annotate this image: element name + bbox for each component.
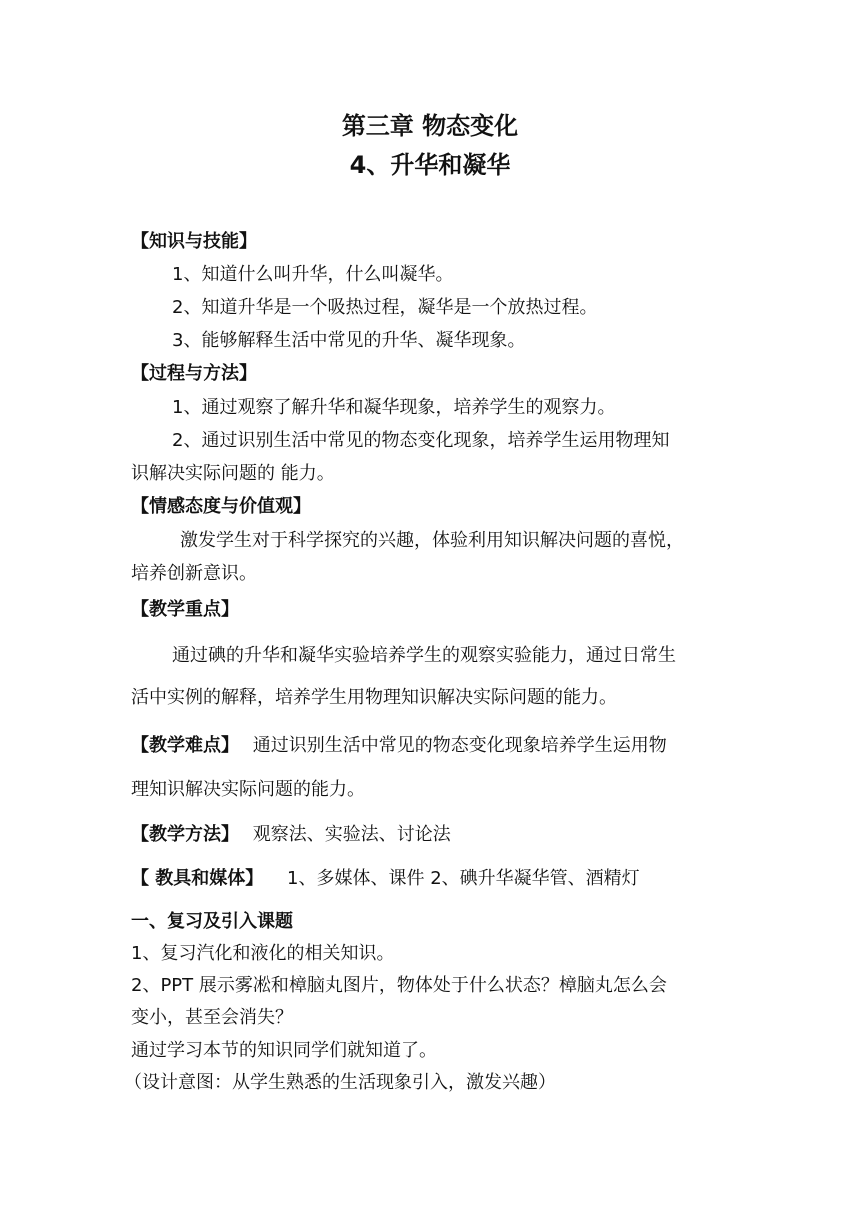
- emotion-values-heading: 【情感态度与价值观】: [131, 496, 311, 517]
- teaching-method-text: 观察法、实验法、讨论法: [252, 824, 451, 845]
- process-item-2-line-2: 识解决实际问题的 能力。: [131, 463, 335, 484]
- emotion-values-line-2: 培养创新意识。: [131, 563, 257, 584]
- teaching-media-text: 1、多媒体、课件 2、碘升华凝华管、酒精灯: [287, 868, 640, 889]
- teaching-focus-heading: 【教学重点】: [131, 599, 239, 620]
- section-one-design-note: （设计意图：从学生熟悉的生活现象引入，激发兴趣）: [124, 1072, 556, 1093]
- process-item-1: 1、通过观察了解升华和凝华现象，培养学生的观察力。: [172, 397, 616, 418]
- section-title: 4、升华和凝华: [349, 151, 511, 179]
- teaching-method-heading: 【教学方法】: [131, 824, 239, 845]
- teaching-difficulty-line-1: [131, 733, 731, 759]
- knowledge-item-2: 2、知道升华是一个吸热过程，凝华是一个放热过程。: [172, 297, 598, 318]
- process-item-2-line-1: 2、通过识别生活中常见的物态变化现象，培养学生运用物理知: [172, 430, 670, 451]
- knowledge-item-3: 3、能够解释生活中常见的升华、凝华现象。: [172, 330, 526, 351]
- teaching-difficulty-heading: 【教学难点】: [131, 735, 239, 756]
- process-method-heading: 【过程与方法】: [131, 363, 257, 384]
- teaching-media-heading: 【 教具和媒体】: [131, 868, 264, 889]
- teaching-media-line: [131, 866, 731, 892]
- teaching-difficulty-text: 通过识别生活中常见的物态变化现象培养学生运用物: [252, 735, 667, 756]
- knowledge-item-1: 1、知道什么叫升华，什么叫凝华。: [172, 264, 454, 285]
- teaching-method-line: [131, 822, 731, 848]
- teaching-focus-line-2: 活中实例的解释，培养学生用物理知识解决实际问题的能力。: [131, 687, 617, 708]
- emotion-values-line-1: 激发学生对于科学探究的兴趣，体验利用知识解决问题的喜悦，: [180, 530, 684, 551]
- section-one-line-3: 通过学习本节的知识同学们就知道了。: [131, 1040, 437, 1061]
- teaching-difficulty-line-2: 理知识解决实际问题的能力。: [131, 779, 365, 800]
- section-one-item-1: 1、复习汽化和液化的相关知识。: [131, 943, 395, 964]
- chapter-title: 第三章 物态变化: [341, 112, 519, 140]
- section-one-item-2-line-2: 变小，甚至会消失？: [131, 1007, 293, 1028]
- teaching-focus-line-1: 通过碘的升华和凝华实验培养学生的观察实验能力，通过日常生: [172, 645, 676, 666]
- section-one-item-2-line-1: 2、PPT 展示雾凇和樟脑丸图片，物体处于什么状态？樟脑丸怎么会: [131, 975, 667, 996]
- section-one-heading: 一、复习及引入课题: [131, 911, 293, 932]
- knowledge-skills-heading: 【知识与技能】: [131, 231, 257, 252]
